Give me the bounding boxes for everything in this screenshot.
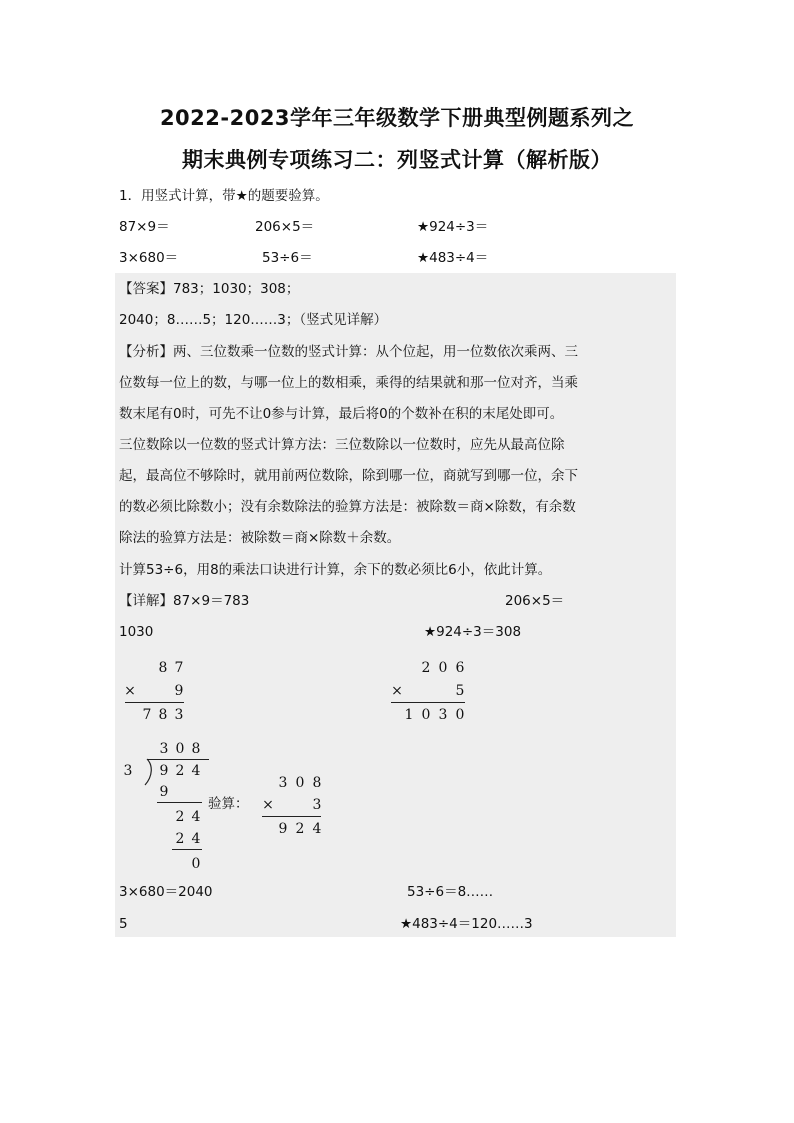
operator-times: ×: [124, 683, 136, 699]
detail-line: 53÷6＝8……: [407, 884, 494, 900]
digit: 7: [174, 660, 184, 676]
digit: 7: [142, 707, 152, 723]
remainder-digit: 0: [191, 856, 201, 872]
digit: 3: [278, 775, 288, 791]
detail-line: ★924÷3＝308: [424, 624, 522, 640]
analysis-line: 除法的验算方法是：被除数＝商×除数＋余数。: [119, 530, 401, 546]
analysis-line: 【分析】两、三位数乘一位数的竖式计算：从个位起，用一位数依次乘两、三: [119, 344, 578, 360]
step-digit: 9: [159, 784, 169, 800]
question-item: 87×9＝: [119, 219, 170, 235]
detail-line: 206×5＝: [505, 593, 565, 609]
digit: 3: [174, 707, 184, 723]
digit: 5: [455, 683, 465, 699]
analysis-line: 的数必须比除数小；没有余数除法的验算方法是：被除数＝商×除数，有余数: [119, 499, 576, 515]
step-rule: [172, 849, 202, 850]
step-rule: [157, 802, 202, 803]
answer-line: 2040；8……5；120……3；（竖式见详解）: [119, 312, 388, 328]
detail-line: 3×680＝2040: [119, 884, 213, 900]
question-intro: 1．用竖式计算，带★的题要验算。: [119, 188, 329, 204]
page-title-line2: 期末典例专项练习二：列竖式计算（解析版）: [182, 148, 612, 172]
result-rule: [262, 816, 321, 817]
answer-line: 【答案】783；1030；308；: [119, 281, 300, 297]
step-digit: 4: [191, 809, 201, 825]
digit: 3: [438, 707, 448, 723]
operator-times: ×: [262, 797, 274, 813]
analysis-line: 三位数除以一位数的竖式计算方法：三位数除以一位数时，应先从最高位除: [119, 437, 565, 453]
quotient-digit: 0: [175, 741, 185, 757]
digit: 0: [455, 707, 465, 723]
result-rule: [125, 702, 184, 703]
detail-line: 【详解】87×9＝783: [119, 593, 250, 609]
digit: 2: [295, 821, 305, 837]
dividend-digit: 4: [191, 763, 201, 779]
quotient-digit: 8: [191, 741, 201, 757]
analysis-line: 计算53÷6，用8的乘法口诀进行计算，余下的数必须比6小，依此计算。: [119, 562, 552, 578]
question-item: 206×5＝: [255, 219, 315, 235]
operator-times: ×: [391, 683, 403, 699]
digit: 8: [158, 707, 168, 723]
step-digit: 4: [191, 831, 201, 847]
result-rule: [391, 702, 465, 703]
question-item: ★924÷3＝: [417, 219, 489, 235]
divisor: 3: [123, 763, 133, 779]
question-item: 53÷6＝: [262, 250, 313, 266]
detail-line: ★483÷4＝120……3: [400, 916, 533, 932]
digit: 0: [421, 707, 431, 723]
digit: 4: [312, 821, 322, 837]
question-item: ★483÷4＝: [417, 250, 489, 266]
digit: 9: [174, 683, 184, 699]
detail-line: 1030: [119, 624, 154, 640]
division-bar: [147, 759, 209, 760]
digit: 0: [295, 775, 305, 791]
digit: 2: [421, 660, 431, 676]
digit: 0: [438, 660, 448, 676]
digit: 6: [455, 660, 465, 676]
dividend-digit: 9: [159, 763, 169, 779]
check-label: 验算：: [208, 796, 249, 812]
digit: 8: [312, 775, 322, 791]
detail-line: 5: [119, 916, 128, 932]
analysis-line: 位数每一位上的数，与哪一位上的数相乘，乘得的结果就和那一位对齐，当乘: [119, 375, 578, 391]
analysis-line: 数末尾有0时，可先不让0参与计算，最后将0的个数补在积的末尾处即可。: [119, 406, 564, 422]
digit: 8: [158, 660, 168, 676]
page-title-line1: 2022-2023学年三年级数学下册典型例题系列之: [159, 106, 635, 130]
digit: 3: [312, 797, 322, 813]
step-digit: 2: [175, 831, 185, 847]
question-item: 3×680＝: [119, 250, 179, 266]
digit: 1: [404, 707, 414, 723]
step-digit: 2: [175, 809, 185, 825]
quotient-digit: 3: [159, 741, 169, 757]
digit: 9: [278, 821, 288, 837]
dividend-digit: 2: [175, 763, 185, 779]
analysis-line: 起，最高位不够除时，就用前两位数除，除到哪一位，商就写到哪一位，余下: [119, 468, 578, 484]
